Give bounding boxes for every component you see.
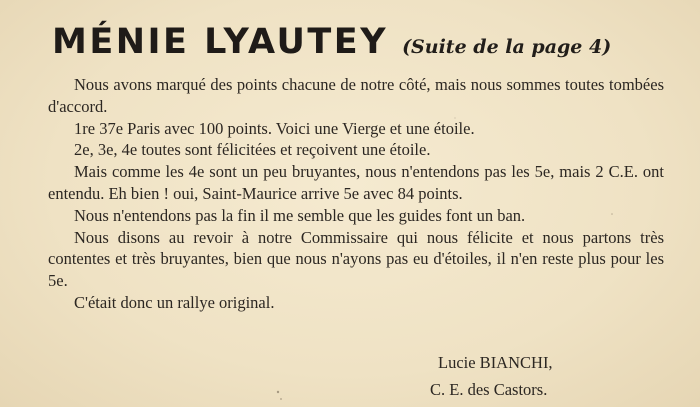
signature-name: Lucie BIANCHI, [438, 353, 553, 372]
paragraph-6: Nous disons au revoir à notre Commissaire qui nous félicite et nous partons très contentes et très bruyantes, bien que nous n'ayons pas eu d'étoiles, il n'en reste plus pour les 5e. [48, 227, 664, 291]
paragraph-4: Mais comme les 4e sont un peu bruyantes, nous n'entendons pas les 5e, mais 2 C.E. ont entendu. Eh bien ! oui, Saint-Maurice arrive 5e avec 84 points. [48, 162, 664, 203]
paragraph-7: C'était donc un rallye original. [74, 292, 275, 312]
continuation-note: (Suite de la page 4) [402, 36, 612, 58]
paragraph-2: 1re 37e Paris avec 100 points. Voici une Vierge et une étoile. [74, 118, 475, 138]
paragraph-3: 2e, 3e, 4e toutes sont félicitées et reçoivent une étoile. [74, 140, 431, 160]
article-body [48, 74, 664, 314]
article-heading [52, 22, 682, 66]
paragraph-1: Nous avons marqué des points chacune de notre côté, mais nous sommes toutes tombées d'accord. [48, 75, 664, 116]
paragraph-5: Nous n'entendons pas la fin il me semble que les guides font un ban. [74, 205, 526, 225]
article-title: MÉNIE LYAUTEY [52, 22, 389, 62]
signature-group: C. E. des Castors. [430, 380, 548, 399]
